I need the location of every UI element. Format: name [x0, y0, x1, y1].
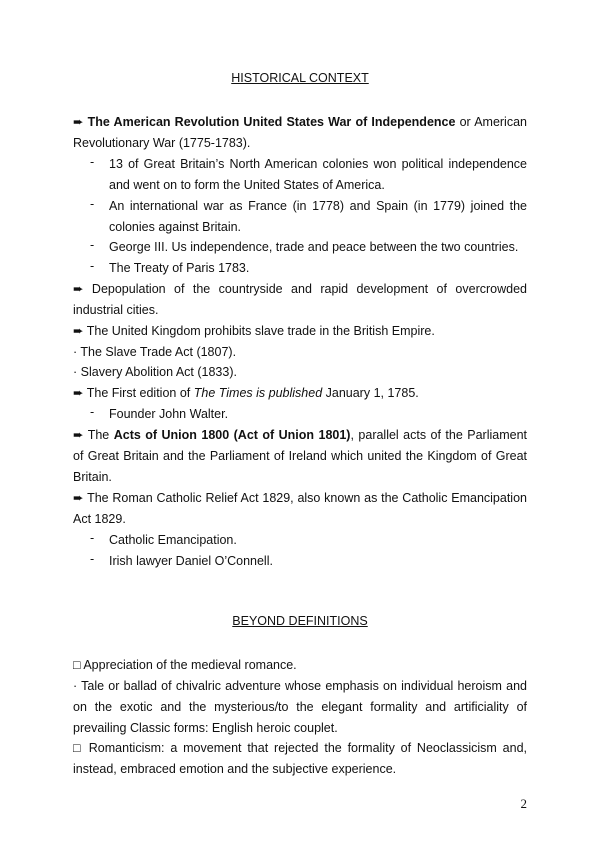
paragraph-tale-or-ballad: · Tale or ballad of chivalric adventure whose emphasis on individual heroism and on the exotic and the mysterious/to the elegant formality and artificiality of prevailing Classic forms: English heroic couplet.	[73, 679, 527, 735]
list-item: 13 of Great Britain’s North American colonies won political independence and went on to form the United States of America.	[109, 157, 527, 192]
paragraph-acts-of-union	[73, 425, 527, 488]
paragraph-slave-trade	[73, 321, 527, 342]
arrow-icon: ➨	[73, 324, 84, 338]
text: or American Revolutionary War (1775-1783).	[73, 115, 527, 150]
list-item: · The Slave Trade Act (1807).	[73, 345, 237, 359]
paragraph-depopulation	[73, 279, 527, 321]
italic-text: The Times is published	[193, 386, 323, 400]
text: The	[87, 428, 114, 442]
list-item: An international war as France (in 1778) and Spain (in 1779) joined the colonies against Britain.	[109, 199, 527, 234]
list-dash: -	[90, 552, 95, 566]
arrow-icon: ➨	[73, 115, 84, 129]
list-item: Catholic Emancipation.	[109, 533, 237, 547]
list-dash: -	[90, 238, 95, 252]
text: The Roman Catholic Relief Act 1829, also known as the Catholic Emancipation Act 1829.	[73, 491, 527, 526]
section-title-historical-context: HISTORICAL CONTEXT	[231, 71, 369, 85]
text: , parallel acts of the Parliament of Great Britain and the Parliament of Ireland which united the Kingdom of Great Britain.	[73, 428, 527, 484]
paragraph-medieval-romance: □ Appreciation of the medieval romance.	[73, 658, 297, 672]
list-dash: -	[90, 531, 95, 545]
list-dash: -	[90, 155, 95, 169]
arrow-icon: ➨	[73, 428, 84, 442]
page-number: 2	[520, 796, 527, 811]
text: Depopulation of the countryside and rapid development of overcrowded industrial cities.	[73, 282, 527, 317]
arrow-icon: ➨	[73, 282, 84, 296]
arrow-icon: ➨	[73, 491, 84, 505]
list-item: · Slavery Abolition Act (1833).	[73, 365, 237, 379]
paragraph-american-revolution	[73, 112, 527, 154]
section-title-beyond-definitions: BEYOND DEFINITIONS	[232, 614, 368, 628]
bold-text: The American Revolution United States War of Independence	[87, 115, 456, 129]
arrow-icon: ➨	[73, 386, 84, 400]
list-item: George III. Us independence, trade and peace between the two countries.	[109, 240, 519, 254]
text: January 1, 1785.	[322, 386, 419, 400]
paragraph-romanticism: □ Romanticism: a movement that rejected the formality of Neoclassicism and, instead, embraced emotion and the subjective experience.	[73, 741, 527, 776]
paragraph-the-times	[73, 383, 527, 404]
paragraph-catholic-relief	[73, 488, 527, 530]
list-dash: -	[90, 405, 95, 419]
list-item: Founder John Walter.	[109, 407, 229, 421]
text: The First edition of	[86, 386, 194, 400]
bold-text: Acts of Union 1800 (Act of Union 1801)	[113, 428, 351, 442]
list-item: Irish lawyer Daniel O’Connell.	[109, 554, 273, 568]
text: The United Kingdom prohibits slave trade in the British Empire.	[86, 324, 435, 338]
list-dash: -	[90, 197, 95, 211]
list-dash: -	[90, 259, 95, 273]
list-item: The Treaty of Paris 1783.	[109, 261, 250, 275]
